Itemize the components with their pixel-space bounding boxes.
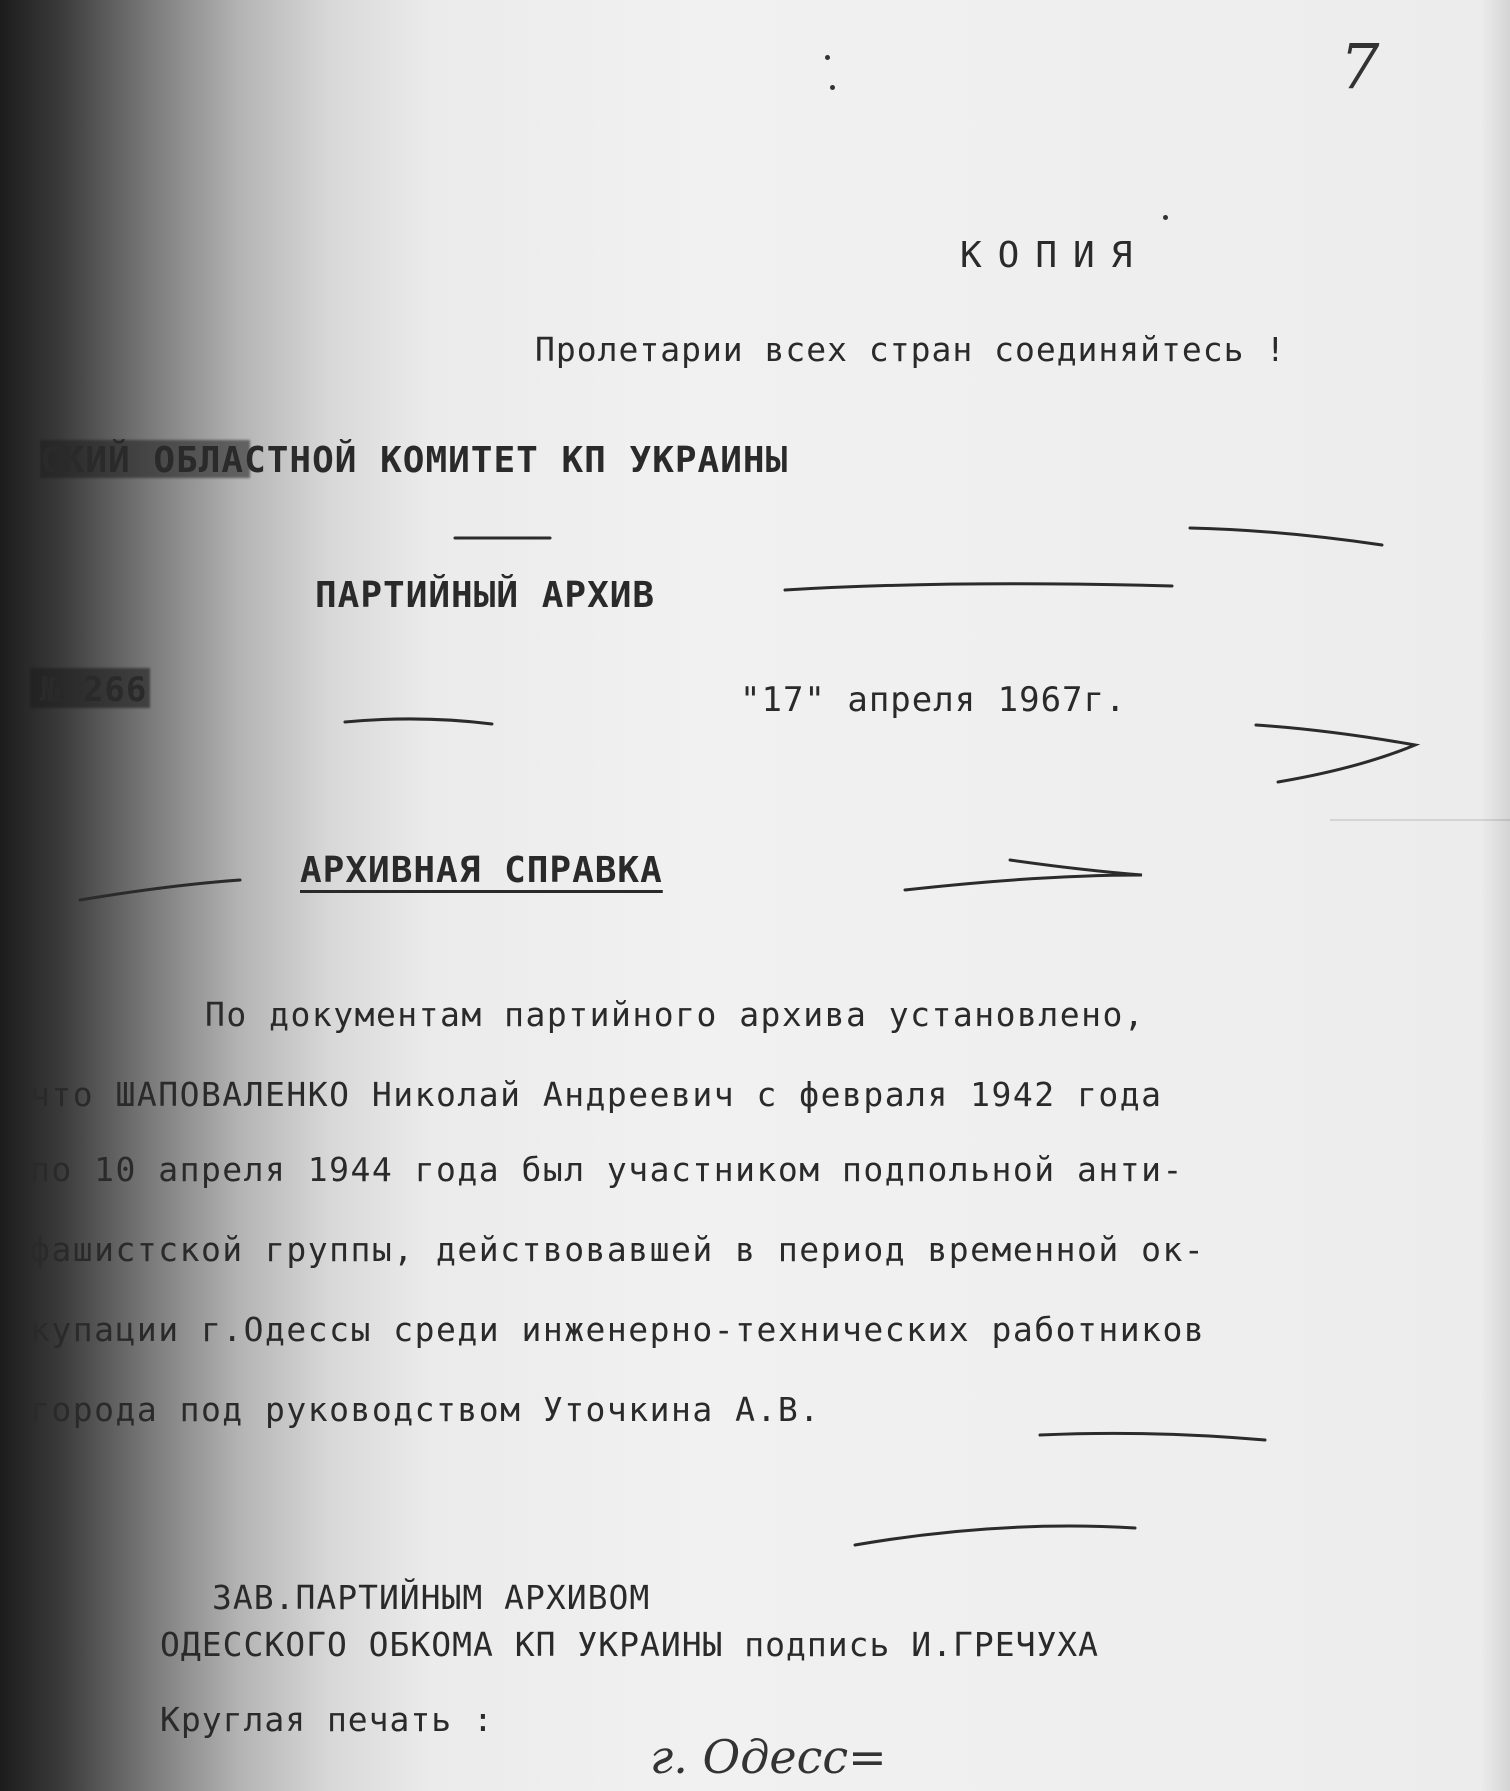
signature-title: ЗАВ.ПАРТИЙНЫМ АРХИВОМ <box>212 1578 651 1617</box>
pen-stroke <box>345 719 492 724</box>
signature-org: ОДЕССКОГО ОБКОМА КП УКРАИНЫ подпись И.ГРЕЧУХА <box>160 1625 1100 1664</box>
slogan: Пролетарии всех стран соединяйтесь ! <box>535 330 1287 369</box>
handwritten-note: г. Одесс= <box>650 1730 887 1784</box>
body-line: фашистской группы, действовавшей в период временной ок- <box>30 1230 1206 1269</box>
seal-note: Круглая печать : <box>160 1700 494 1739</box>
body-line: По документам партийного архива установлено, <box>205 995 1146 1034</box>
pen-stroke <box>785 584 1172 590</box>
document-date: "17" апреля 1967г. <box>740 680 1127 720</box>
body-line: купации г.Одессы среди инженерно-технических работников <box>30 1310 1206 1349</box>
document-title: АРХИВНАЯ СПРАВКА <box>300 850 663 891</box>
body-line: что ШАПОВАЛЕНКО Николай Андреевич с февраля 1942 года <box>30 1075 1163 1114</box>
document-number: № 266 <box>40 670 148 710</box>
body-line: по 10 апреля 1944 года был участником подпольной анти- <box>30 1150 1184 1189</box>
archive-name: ПАРТИЙНЫЙ АРХИВ <box>315 575 656 616</box>
pen-stroke <box>855 1526 1135 1545</box>
committee-name: СКИЙ ОБЛАСТНОЙ КОМИТЕТ КП УКРАИНЫ <box>40 440 789 481</box>
page-number: 7 <box>1340 30 1381 103</box>
pen-stroke <box>1256 725 1415 782</box>
pen-stroke <box>80 880 240 900</box>
pen-stroke <box>1040 1433 1265 1440</box>
pen-stroke <box>1190 528 1382 545</box>
pen-stroke <box>905 860 1142 890</box>
body-line: города под руководством Уточкина А.В. <box>30 1390 821 1429</box>
copy-mark: КОПИЯ <box>960 235 1149 276</box>
